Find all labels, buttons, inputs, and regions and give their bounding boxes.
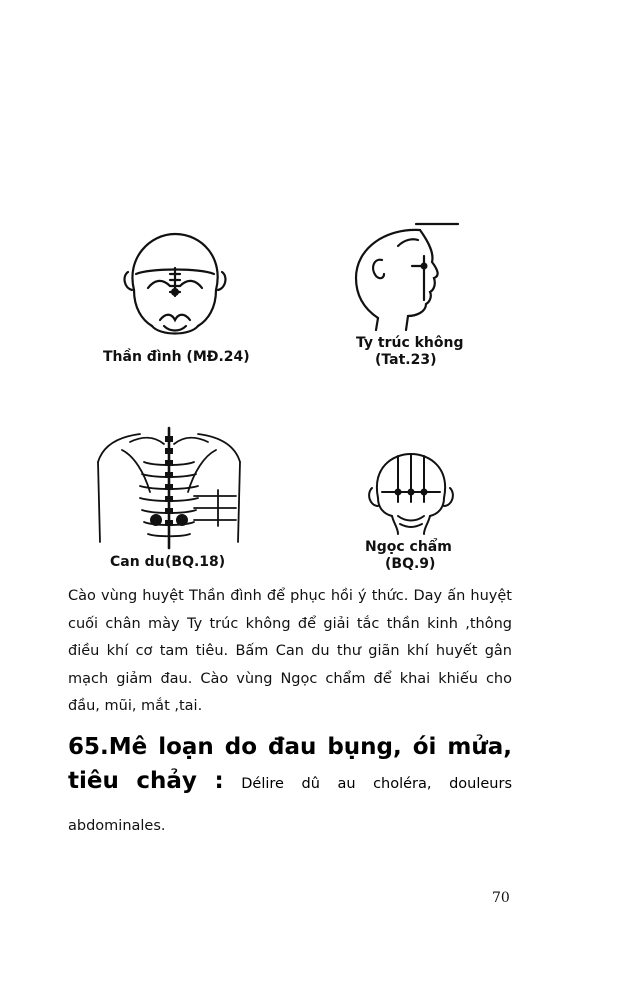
french-word: au	[337, 776, 356, 792]
heading-word: mửa,	[447, 734, 512, 760]
ngoc-cham-illustration	[368, 450, 454, 536]
french-word: dû	[301, 776, 320, 792]
page-number: 70	[492, 890, 510, 906]
heading-line-1	[68, 732, 512, 762]
than-dinh-caption: Thần đình (MĐ.24)	[103, 349, 250, 365]
ty-truc-khong-caption-line1: Ty trúc không	[356, 335, 464, 351]
heading-word: tiêu	[68, 768, 119, 794]
heading-word: chảy	[136, 768, 197, 794]
heading-word: 65.Mê	[68, 734, 148, 760]
heading-word: đau	[268, 734, 317, 760]
french-word: Délire	[241, 776, 284, 792]
heading-colon: :	[214, 768, 224, 794]
heading-word: do	[224, 734, 258, 760]
heading-word: bụng,	[327, 734, 402, 760]
french-word: douleurs	[449, 776, 512, 792]
can-du-caption-code: (BQ.18)	[165, 554, 226, 570]
ty-truc-khong-illustration	[346, 220, 462, 332]
than-dinh-illustration	[120, 228, 230, 346]
ngoc-cham-caption-line1: Ngọc chẩm	[365, 539, 452, 555]
heading-word: loạn	[158, 734, 214, 760]
can-du-illustration	[94, 422, 244, 550]
can-du-caption-name: Can du	[110, 554, 165, 570]
ty-truc-khong-caption-line2: (Tat.23)	[375, 352, 437, 368]
heading-word: ói	[412, 734, 437, 760]
description-paragraph: Cào vùng huyệt Thần đình để phục hồi ý thức. Day ấn huyệt cuối chân mày Ty trúc không để giải tắc thần kinh ,thông điều khí cơ tam tiêu. Bấm Can du thư giãn khí huyết gân mạch giảm đau. Cào vùng Ngọc chẩm để khai khiếu cho đầu, mũi, mắt ,tai.	[68, 588, 512, 714]
french-continuation: abdominales.	[68, 818, 166, 834]
section-heading	[68, 732, 512, 799]
heading-line-2	[68, 766, 512, 799]
french-word: choléra,	[373, 776, 432, 792]
ngoc-cham-caption-line2: (BQ.9)	[385, 556, 436, 572]
